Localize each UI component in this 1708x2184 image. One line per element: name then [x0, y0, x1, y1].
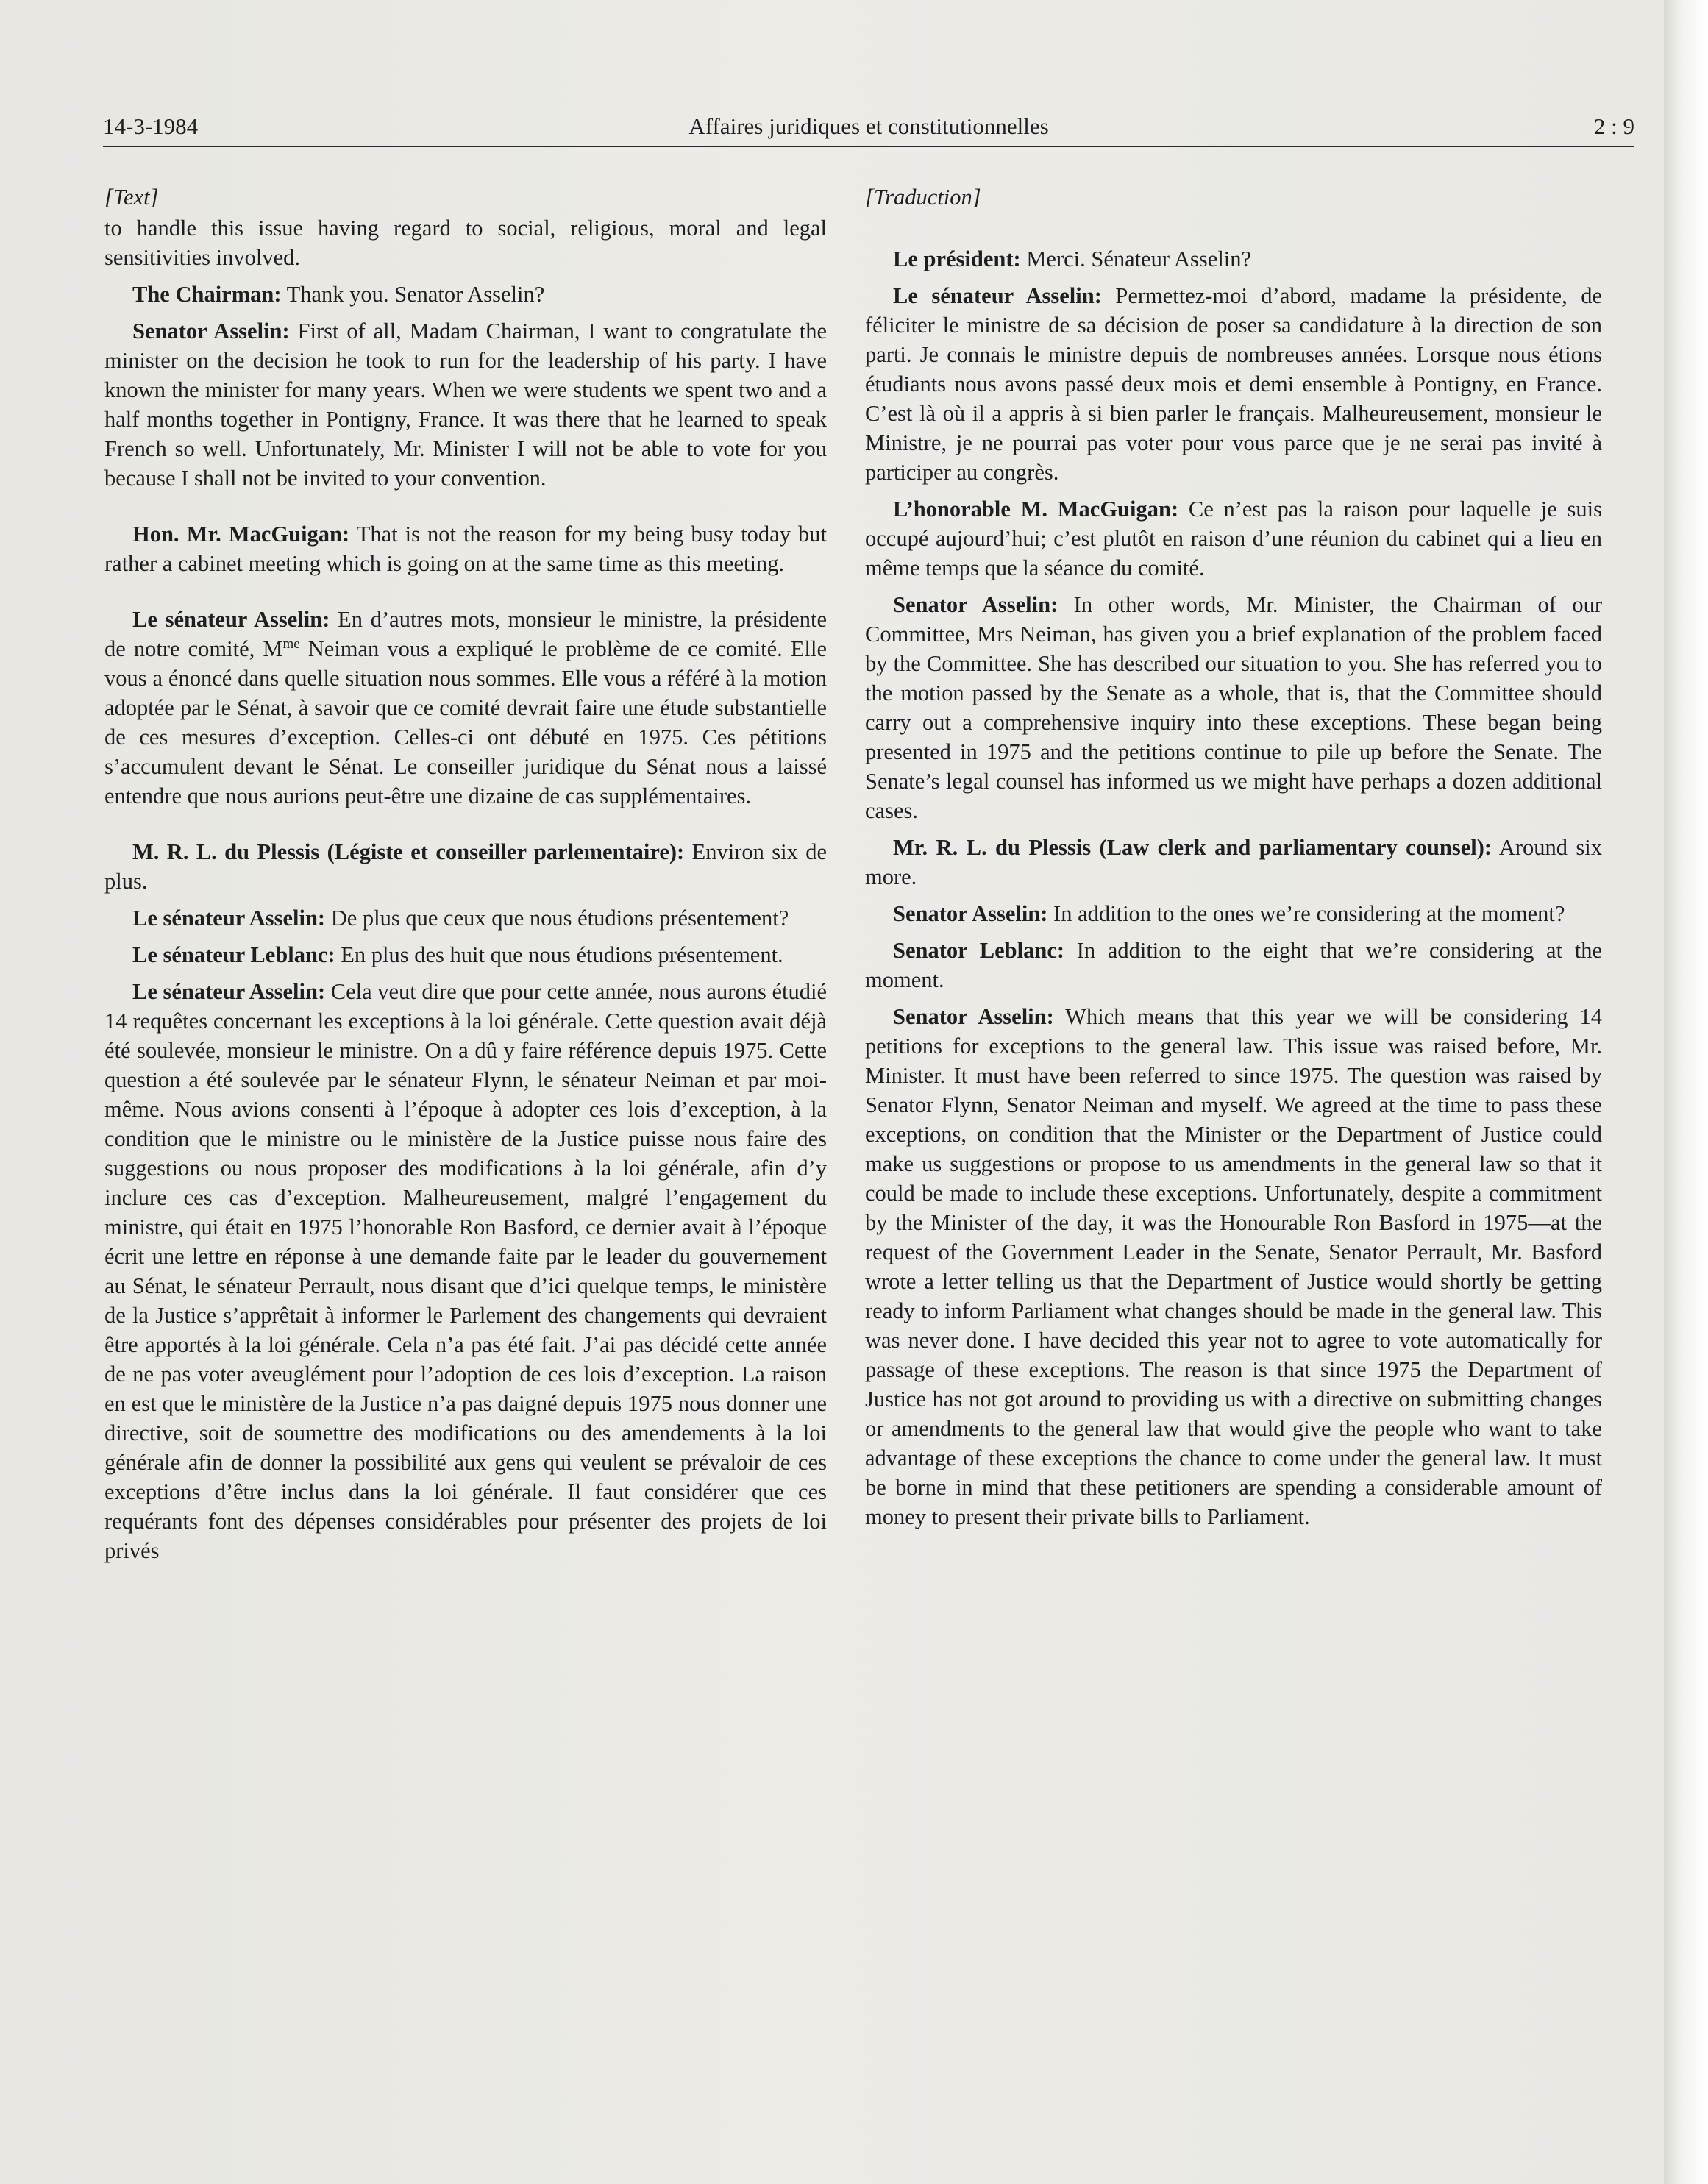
- right-paragraph-6: [865, 899, 1602, 928]
- superscript-me: me: [282, 636, 300, 652]
- left-paragraph-7: [104, 940, 827, 970]
- speaker-name: Senator Asselin:: [893, 1004, 1054, 1029]
- speech-text: Neiman vous a expliqué le problème de ce comité. Elle vous a énoncé dans quelle situation nous sommes. Elle vous a référé à la motion adoptée par le Sénat, à savoir que ce comité devrait faire une étude substantielle de ces mesures d’exception. Celles-ci ont débuté en 1975. Ces pétitions s’accumulent devant le Sénat. Le conseiller juridique du Sénat nous a laissé entendre que nous aurions peut-être une dizaine de cas supplémentaires.: [104, 636, 827, 808]
- speech-text: In addition to the ones we’re considering at the moment?: [1047, 901, 1565, 926]
- speaker-name: Le sénateur Asselin:: [893, 283, 1102, 308]
- speech-text: En plus des huit que nous étudions présentement.: [335, 942, 783, 967]
- left-continuation-paragraph: to handle this issue having regard to social, religious, moral and legal sensitivities involved.: [104, 216, 827, 270]
- running-header: [103, 104, 1634, 147]
- speech-text: Permettez-moi d’abord, madame la présidente, de féliciter le ministre de sa décision de poser sa candidature à la direction de son parti. Je connais le ministre depuis de nombreuses années. Lorsque nous étions étudiants nous avons passé deux mois et demi ensemble à Pontigny, en France. C’est là où il a appris à si bien parler le français. Malheureusement, monsieur le Ministre, je ne pourrai pas voter pour vous parce que je ne serai pas invité à participer au congrès.: [865, 283, 1602, 485]
- left-paragraph-1: [104, 280, 827, 309]
- speech-text: Cela veut dire que pour cette année, nous aurons étudié 14 requêtes concernant les exceptions à la loi générale. Cette question avait déjà été soulevée, monsieur le ministre. On a dû y faire référence depuis 1975. Cette question a été soulevée par le sénateur Flynn, le sénateur Neiman et par moi-même. Nous avions consenti à l’époque à adopter ces lois d’exception, à la condition que le ministre ou le ministère de la Justice puisse nous faire des suggestions ou nous proposer des modifications à la loi générale, afin d’y inclure ces cas d’exception. Malheureusement, malgré l’engagement du ministre, qui était en 1975 l’honorable Ron Basford, ce dernier avait à l’époque écrit une lettre en réponse à une demande faite par le leader du gouvernement au Sénat, le sénateur Perrault, nous disant que d’ici quelque temps, le ministère de la Justice s’apprêtait à informer le Parlement des changements qui devraient être apportés à la loi générale. Cela n’a pas été fait. J’ai pas décidé cette année de ne pas voter aveuglément pour l’adoption de ces lois d’exception. La raison en est que le ministère de la Justice n’a pas daigné depuis 1975 nous donner une directive, soit de soumettre des modifications ou des amendements à la loi générale afin de donner la possibilité aux gens qui veulent se prévaloir de ces exceptions d’être inclus dans la loi générale. Il faut considérer que ces requérants font des dépenses considérables pour présenter des projets de loi privés: [104, 979, 827, 1563]
- speaker-name: Le sénateur Leblanc:: [132, 942, 335, 967]
- right-paragraph-5: [865, 833, 1602, 892]
- left-paragraph-8: [104, 977, 827, 1565]
- speech-text: En d’autres mots, monsieur le ministre, la présidente de notre comité, M: [104, 607, 827, 661]
- page-spine-shadow: [1664, 0, 1708, 2184]
- speaker-name: Senator Asselin:: [132, 319, 290, 344]
- speaker-name: Senator Asselin:: [893, 901, 1048, 926]
- right-paragraph-2: [865, 281, 1602, 487]
- speech-text: That is not the reason for my being busy today but rather a cabinet meeting which is going on at the same time as this meeting.: [104, 522, 827, 576]
- header-title: Affaires juridiques et constitutionnelles: [688, 113, 1049, 139]
- speaker-name: The Chairman:: [132, 282, 282, 307]
- speaker-name: Le sénateur Asselin:: [132, 607, 330, 632]
- speech-text: In other words, Mr. Minister, the Chairman of our Committee, Mrs Neiman, has given you a brief explanation of the problem faced by the Committee. She has described our situation to you. She has referred you to the motion passed by the Senate as a whole, that is, that the Committee should carry out a comprehensive inquiry into these exceptions. These began being presented in 1975 and the petitions continue to pile up before the Senate. The Senate’s legal counsel has informed us we might have perhaps a dozen additional cases.: [865, 592, 1602, 823]
- speech-text: Which means that this year we will be considering 14 petitions for exceptions to the general law. This issue was raised before, Mr. Minister. It must have been referred to since 1975. The question was raised by Senator Flynn, Senator Neiman and myself. We agreed at the time to pass these exceptions, on condition that the Minister or the Department of Justice could make us suggestions or propose to us amendments in the general law so that it could be made to include these exceptions. Unfortunately, despite a commitment by the Minister of the day, it was the Honourable Ron Basford in 1975—at the request of the Government Leader in the Senate, Senator Perrault, Mr. Basford wrote a letter telling us that the Department of Justice would shortly be getting ready to inform Parliament what changes should be made in the general law. This was never done. I have decided this year not to agree to vote automatically for passage of these exceptions. The reason is that since 1975 the Department of Justice has not got around to providing us with a directive on submitting changes or amendments to the general law that would give the people who want to take advantage of these exceptions the chance to come under the general law. It must be borne in mind that these petitioners are spending a considerable amount of money to present their private bills to Parliament.: [865, 1004, 1602, 1529]
- left-paragraph-5: [104, 837, 827, 896]
- speaker-name: Le président:: [893, 246, 1021, 271]
- speaker-name: M. R. L. du Plessis (Légiste et conseiller parlementaire):: [132, 839, 685, 864]
- speaker-name: Hon. Mr. MacGuigan:: [132, 522, 350, 547]
- header-date: 14-3-1984: [103, 113, 199, 139]
- right-column: [865, 182, 1602, 1539]
- speaker-name: Le sénateur Asselin:: [132, 979, 326, 1004]
- right-paragraph-4: [865, 590, 1602, 825]
- left-paragraph-3: [104, 519, 827, 578]
- speech-text: Ce n’est pas la raison pour laquelle je suis occupé aujourd’hui; c’est plutôt en raison d’une réunion du cabinet qui a lieu en même temps que la séance du comité.: [865, 497, 1602, 580]
- speech-text: De plus que ceux que nous étudions présentement?: [325, 906, 789, 931]
- left-column-tag: [Text]: [104, 185, 159, 210]
- speech-text: Merci. Sénateur Asselin?: [1020, 246, 1252, 271]
- right-column-tag: [Traduction]: [865, 185, 981, 210]
- speaker-name: Le sénateur Asselin:: [132, 906, 326, 931]
- speech-text: Environ six de plus.: [104, 839, 827, 894]
- left-paragraph-6: [104, 903, 827, 933]
- speech-text: Around six more.: [865, 835, 1603, 889]
- right-paragraph-8: [865, 1002, 1602, 1532]
- speech-text: In addition to the eight that we’re considering at the moment.: [865, 938, 1602, 992]
- left-paragraph-4: [104, 605, 827, 811]
- left-column: [104, 182, 827, 1573]
- speaker-name: Senator Leblanc:: [893, 938, 1065, 963]
- speech-text: First of all, Madam Chairman, I want to congratulate the minister on the decision he took to run for the leadership of his party. I have known the minister for many years. When we were students we spent two and a half months together in Pontigny, France. It was there that he learned to speak French so well. Unfortunately, Mr. Minister I will not be able to vote for you because I shall not be invited to your convention.: [104, 319, 827, 491]
- right-paragraph-3: [865, 494, 1602, 583]
- speaker-name: L’honorable M. MacGuigan:: [893, 497, 1179, 522]
- left-paragraph-2: [104, 316, 827, 493]
- right-paragraph-1: [865, 244, 1602, 274]
- right-paragraph-7: [865, 936, 1602, 995]
- speech-text: Thank you. Senator Asselin?: [281, 282, 545, 307]
- header-page-number: 2 : 9: [1593, 113, 1634, 139]
- speaker-name: Senator Asselin:: [893, 592, 1058, 617]
- speaker-name: Mr. R. L. du Plessis (Law clerk and parliamentary counsel):: [893, 835, 1492, 860]
